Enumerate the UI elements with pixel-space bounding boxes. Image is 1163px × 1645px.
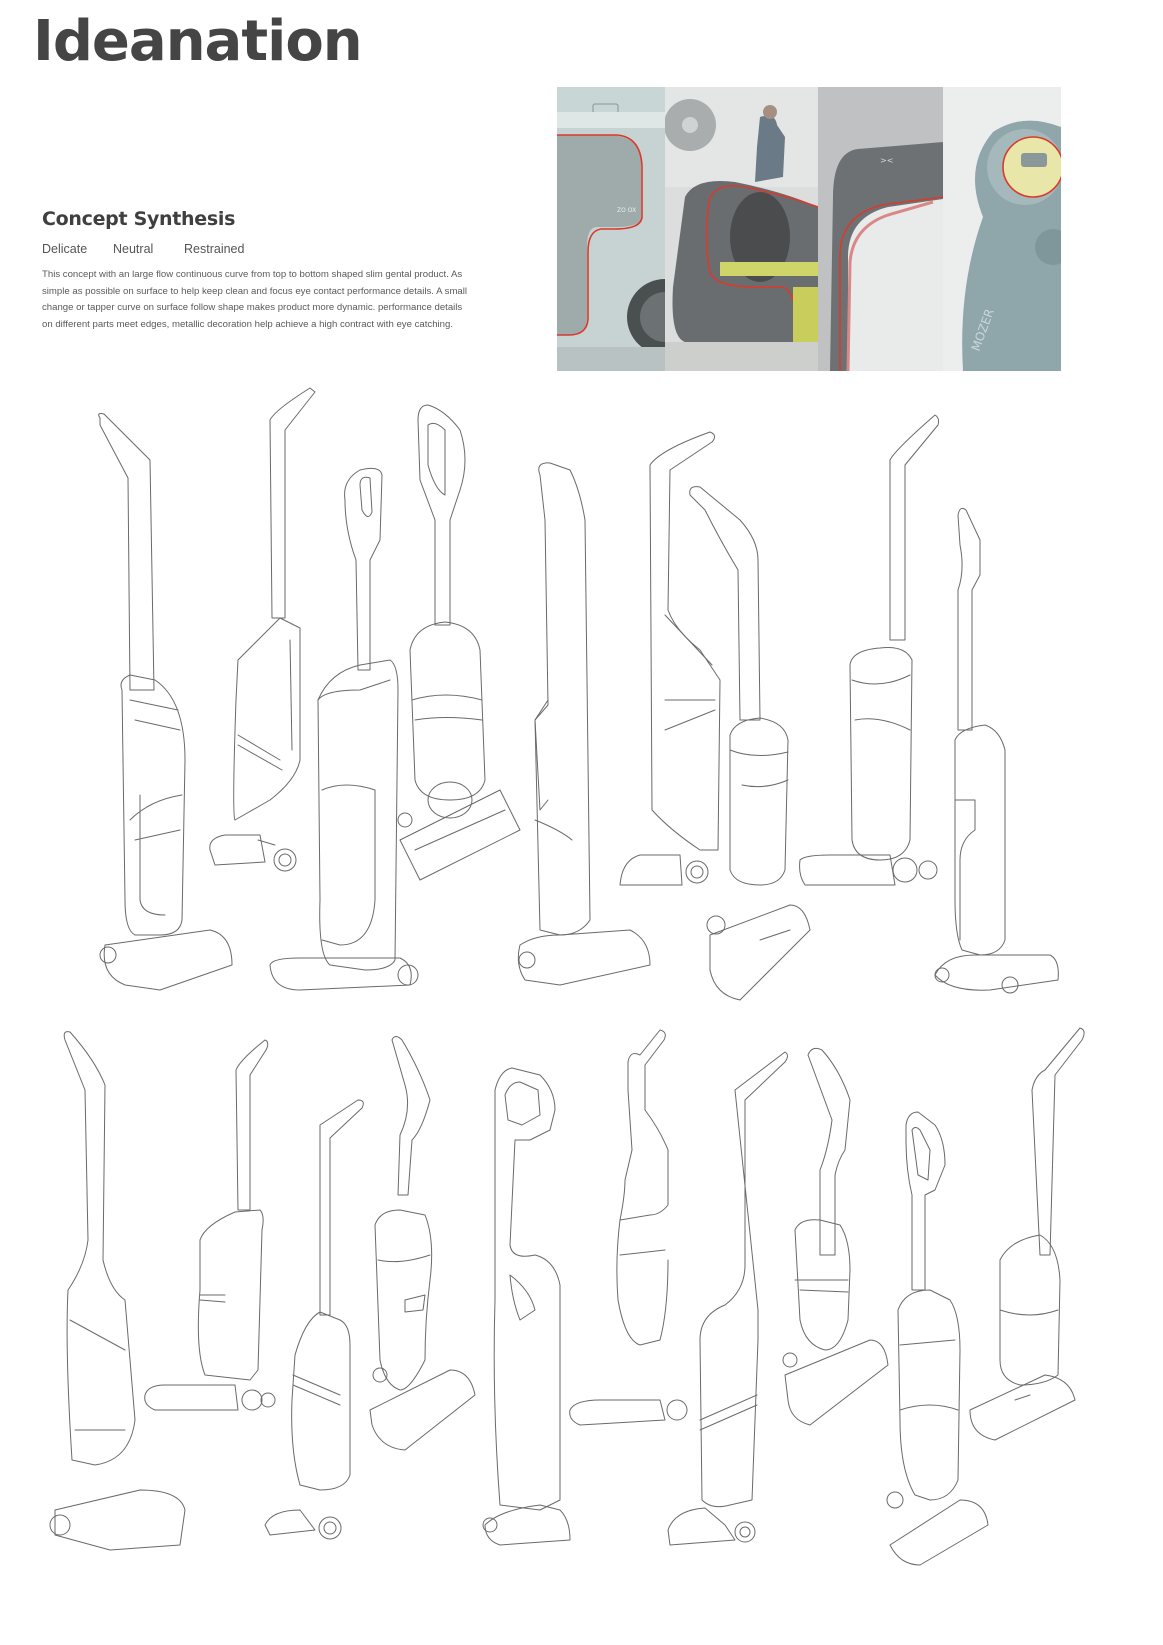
concept-description: This concept with an large flow continuous curve from top to bottom shaped slim gental product. As simple as possible on surface to help keep clean and focus eye contact performance details. A small change or tapper curve on surface follow shape makes product more dynamic. performance details on different parts meet edges, metallic decoration help achieve a high contract with eye catching. bbox=[42, 269, 468, 330]
keyword: Restrained bbox=[184, 242, 245, 256]
vacuum-sketch bbox=[690, 487, 810, 1000]
keyword-list bbox=[42, 242, 482, 256]
vacuum-sketch-grid bbox=[0, 380, 1163, 1645]
vacuum-sketch bbox=[370, 1037, 475, 1451]
vacuum-sketch bbox=[570, 1030, 687, 1425]
vacuum-sketch bbox=[270, 468, 418, 990]
inspiration-image-handle bbox=[943, 87, 1061, 371]
vacuum-sketch bbox=[887, 1112, 988, 1565]
vacuum-sketch bbox=[783, 1048, 888, 1425]
device-label: >< bbox=[880, 156, 894, 165]
vacuum-sketch bbox=[145, 1040, 275, 1410]
vacuum-sketch bbox=[265, 1100, 363, 1539]
concept-heading: Concept Synthesis bbox=[42, 208, 236, 230]
vacuum-sketch bbox=[210, 388, 315, 871]
vacuum-sketch bbox=[50, 1032, 185, 1550]
inspiration-image-vehicle bbox=[557, 87, 665, 371]
inspiration-image-panel bbox=[557, 87, 1061, 371]
keyword: Delicate bbox=[42, 242, 88, 256]
vacuum-sketch bbox=[518, 463, 650, 985]
vacuum-sketch bbox=[483, 1068, 570, 1545]
vacuum-sketch bbox=[970, 1028, 1084, 1440]
inspiration-image-device bbox=[818, 87, 943, 371]
page-title: Ideanation bbox=[33, 9, 362, 74]
vacuum-sketch bbox=[935, 508, 1058, 993]
keyword: Neutral bbox=[113, 242, 154, 256]
zoox-label: ZO OX bbox=[617, 207, 637, 214]
mozer-label: MOZER bbox=[968, 306, 997, 354]
vacuum-sketch bbox=[99, 414, 232, 991]
vacuum-sketch bbox=[800, 415, 939, 885]
vacuum-sketch bbox=[398, 405, 520, 880]
concept-synthesis-section bbox=[42, 208, 482, 333]
inspiration-image-racecar bbox=[665, 87, 818, 371]
vacuum-sketch bbox=[668, 1052, 788, 1545]
vacuum-sketch bbox=[620, 432, 720, 885]
